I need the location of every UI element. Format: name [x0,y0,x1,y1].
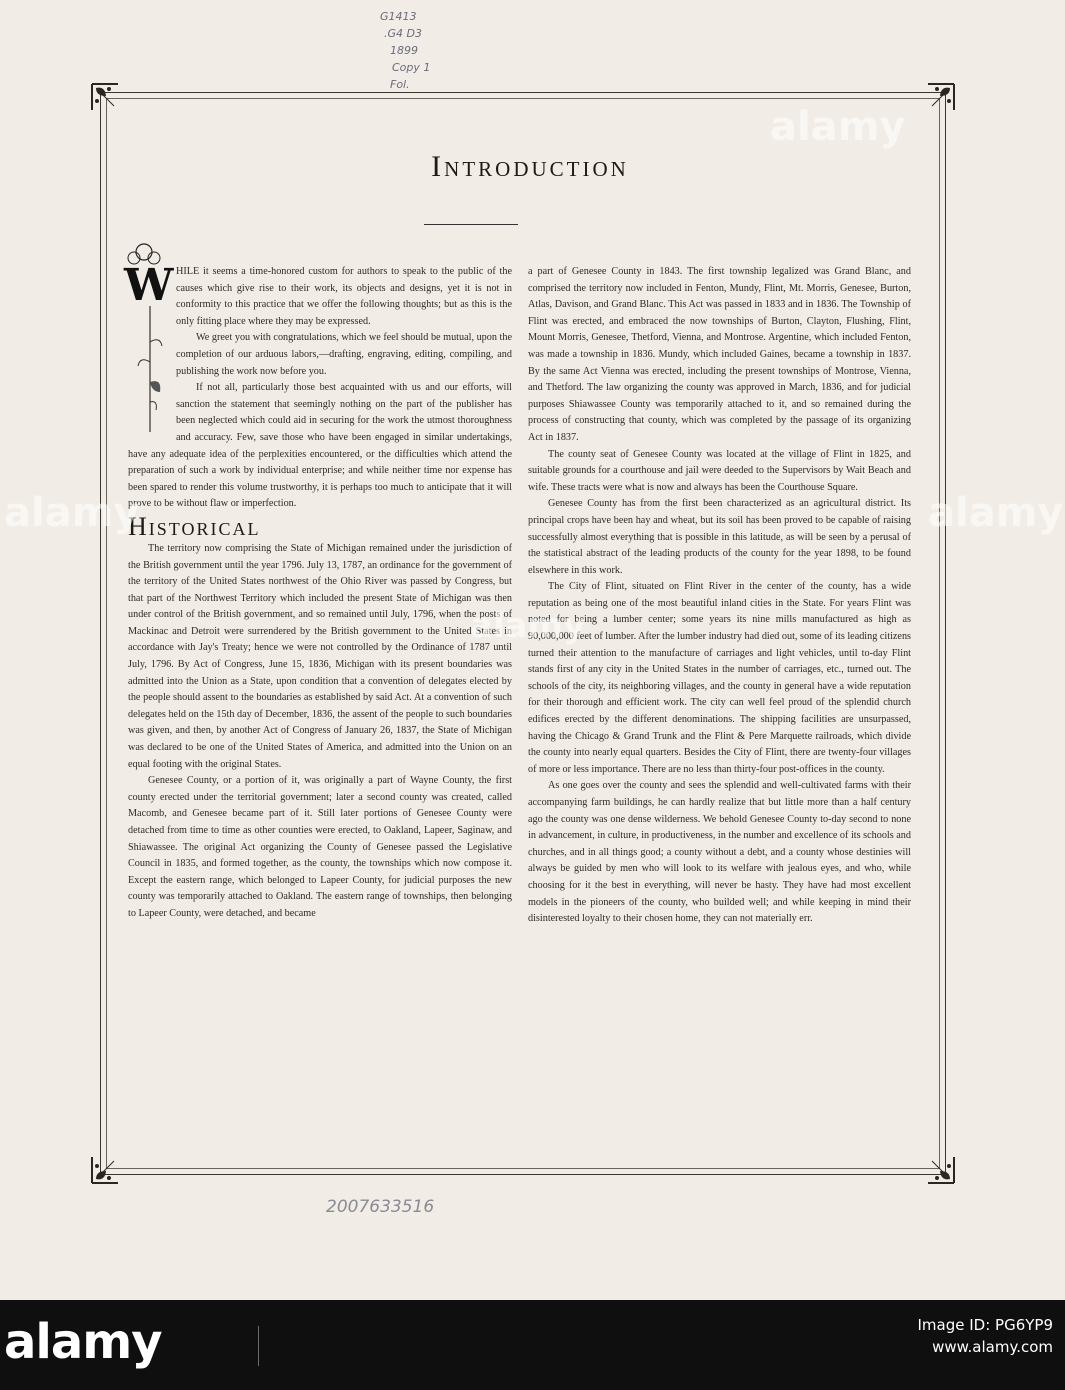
catalog-note-line: G1413 [380,10,417,23]
right-column [528,264,911,928]
watermark: alamy [770,104,906,150]
corner-ornament-icon [88,80,122,114]
intro-paragraph: HILE it seems a time-honored custom for authors to speak to the public of the causes which give rise to their work, its objects and designs, yet it is not in conformity to this practice that we offer the following thoughts; but as this is the only fitting place where they may be expressed. [176,266,512,327]
banner-divider [258,1326,259,1366]
watermark: alamy [4,490,140,536]
intro-paragraph: If not all, particularly those best acquainted with us and our efforts, will sanction the statement that seemingly nothing on the part of the publisher has been neglected which could aid in securing for the work the utmost thoroughness and accuracy. Few, save those who have been engaged in similar undertakings, have any adequate idea of the perplexities encountered, or the difficulties which attend the preparation of such a work by individual enterprise; and while neither time nor expense has been spared to render this volume trustworthy, it is perhaps too much to anticipate that it will prove to be without flaw or imperfection. [128,382,512,510]
stock-logo: alamy [4,1314,162,1370]
page-title: Introduction [431,150,629,183]
catalog-note-line: Fol. [390,78,410,91]
left-column [124,260,512,923]
watermark: alamy [928,490,1064,536]
stock-url: www.alamy.com [932,1338,1053,1356]
accession-number: 2007633516 [326,1197,435,1217]
historical-paragraph: Genesee County, or a portion of it, was originally a part of Wayne County, the first county erected under the territorial government; later a second county was created, called Macomb, and Genesee became part of it. Still later portions of Genesee County were detached from time to time as other counties were erected, to Oakland, Lapeer, Saginaw, and Shiawassee. The original Act organizing the County of Genesee passed the Legislative Council in 1835, and formed together, as the county, the townships which now compose it. Except the eastern range, which belonged to Lapeer County, for judicial purposes the new county was temporarily attached to Oakland. The eastern range of townships, then belonging to Lapeer County, were detached, and became [128,775,512,919]
dropcap-ornament [120,242,174,438]
corner-ornament-icon [924,1153,958,1187]
title-divider [424,224,518,225]
catalog-note-line: Copy 1 [392,61,431,74]
watermark: alamy [470,606,586,646]
image-id-block [917,1314,1053,1358]
body-paragraph: The City of Flint, situated on Flint River in the center of the county, has a wide reputation as being one of the most beautiful inland cities in the State. For years Flint was noted for being a lumber center; some years its nine mills manufactured as high as 90,000,000 feet of lumber. After the lumber industry had died out, some of its leading citizens turned their attention to the manufacture of carriages and light vehicles, until to-day Flint stands first of any city in the United States in the number of carriages, etc., turned out. The schools of the city, its neighboring villages, and the county in general have a wide reputation for their thorough and efficient work. The city can well feel proud of the splendid church edifices erected by the different denominations. The shipping facilities are unsurpassed, having the Chicago & Grand Trunk and the Flint & Pere Marquette railroads, which divide the county into nearly equal quarters. Besides the City of Flint, there are twenty-four villages of more or less importance. There are no less than thirty-four post-offices in the county. [528,581,911,775]
body-paragraph: Genesee County has from the first been characterized as an agricultural district. Its principal crops have been hay and wheat, but its soil has been proved to be capable of raising successfully almost everything that is possible in this latitude, as will be seen by a perusal of the statistical abstract of the leading products of the county for the year 1898, to be found elsewhere in this work. [528,498,911,576]
catalog-note-line: .G4 D3 [384,27,422,40]
section-heading-historical: Historical [128,511,261,541]
corner-ornament-icon [88,1153,122,1187]
image-id: Image ID: PG6YP9 [917,1316,1053,1334]
body-paragraph: The county seat of Genesee County was located at the village of Flint in 1825, and suitable grounds for a courthouse and jail were deeded to the Supervisors by Wait Beach and wife. These tracts were what is now and always has been the Courthouse Square. [528,448,911,493]
dropcap-letter: W [124,260,174,311]
stock-banner [0,1300,1065,1390]
catalog-note-line: 1899 [390,44,418,57]
body-paragraph: a part of Genesee County in 1843. The first township legalized was Grand Blanc, and comprised the territory now included in Fenton, Mundy, Flint, Mt. Morris, Genesee, Burton, Atlas, Davison, and Grand Blanc. This Act was passed in 1833 and in 1836. The Township of Flint was erected, and embraced the now townships of Burton, Clayton, Flushing, Flint, Mount Morris, Genesee, Thetford, Vienna, and Montrose. Argentine, which included Fenton, was made a township in 1836. Mundy, which included Gaines, became a township in 1837. By the same Act Vienna was erected, including the present townships of Montrose, Vienna, and Thetford. The law organizing the county was approved in March, 1836, and for judicial purposes Shiawassee County was temporarily attached to it, and so remained during the process of constructing that county, which was completed by the passage of its organizing Act in 1837. [528,266,911,443]
historical-paragraph: The territory now comprising the State of Michigan remained under the jurisdiction of the British government until the year 1796. July 13, 1787, an ordinance for the government of the territory of the United States northwest of the Ohio River was passed by Congress, but that part of the Northwest Territory which included the present State of Michigan was then under control of the British government, and so remained until July, 1796, when the posts of Mackinac and Detroit were surrendered by the British government to the United States in accordance with Jay's Treaty; hence we were not controlled by the Ordinance of 1787 until July, 1796. By Act of Congress, June 15, 1836, Michigan with its present boundaries was admitted into the Union as a State, upon condition that a convention of delegates elected by the people should assent to the boundaries as established by said Act. At a convention of such delegates held on the 15th day of December, 1836, the assent of the people to such boundaries was given, and then, by another Act of Congress of January 26, 1837, the State of Michigan was declared to be one of the United States of America, and admitted into the Union on an equal footing with the original States. [128,542,512,770]
intro-paragraph: We greet you with congratulations, which we feel should be mutual, upon the completion of our arduous labors,—drafting, engraving, editing, compiling, and publishing the work now before you. [176,332,512,377]
body-paragraph: As one goes over the county and sees the splendid and well-cultivated farms with their accompanying farm buildings, he can hardly realize that but little more than a half century ago the county was one dense wilderness. We behold Genesee County to-day second to none in advancement, in culture, in productiveness, in the number and excellence of its schools and churches, and in all things good; a county without a debt, and a county whose destinies will always be guided by men who will look to its welfare with jealous eyes, and who, while choosing for it the best in everything, will never be hasty. They have had most excellent models in the pioneers of the county, who builded well; and while keeping in mind their disinterested loyalty to their chosen home, they can not materially err. [528,780,911,925]
corner-ornament-icon [924,80,958,114]
catalog-note [378,8,430,93]
